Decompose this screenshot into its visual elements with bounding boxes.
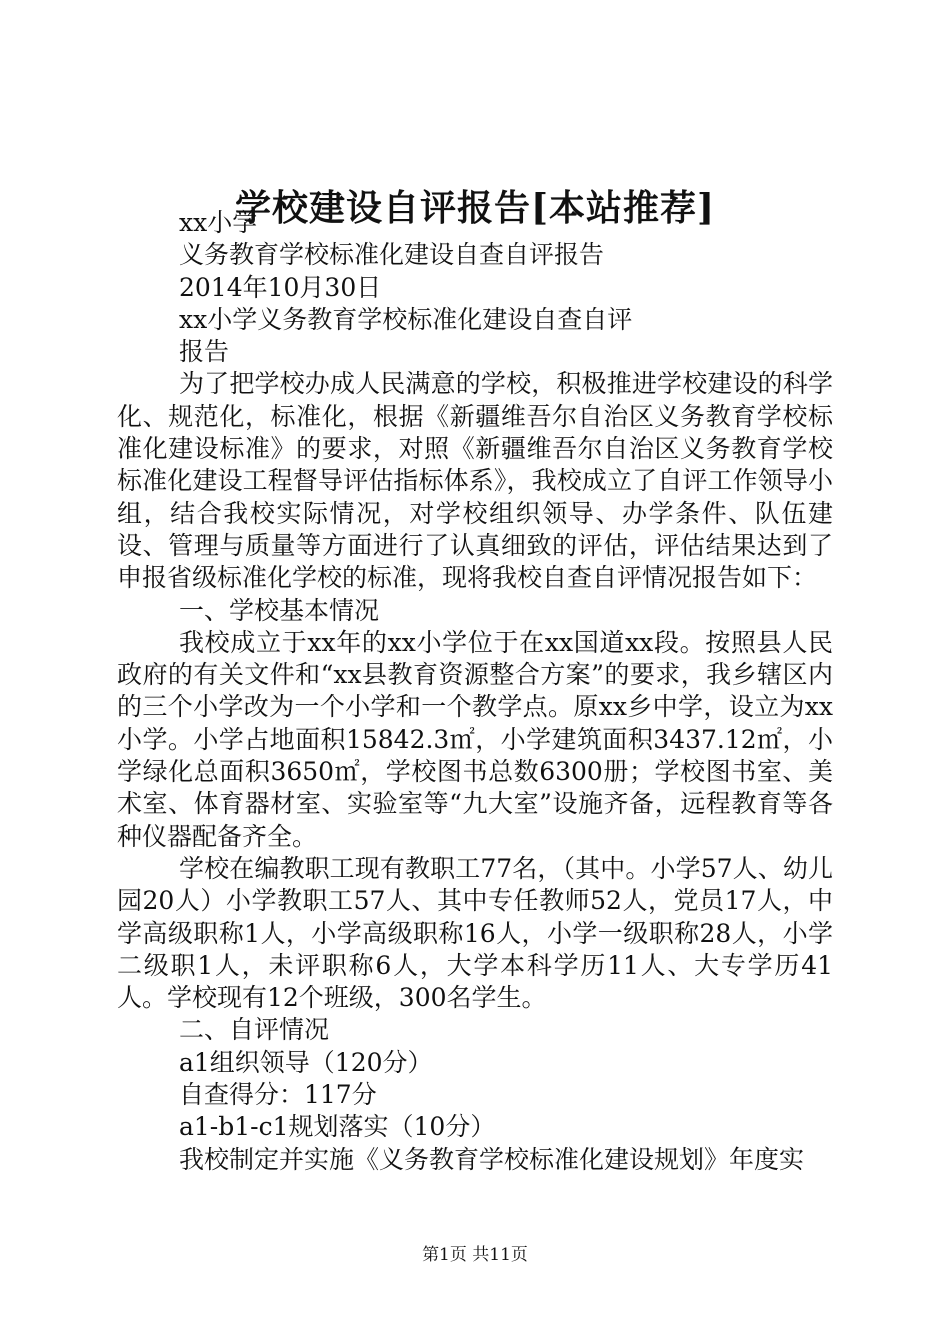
school-name-line: xx小学	[179, 208, 258, 237]
page-footer: 第1页 共11页	[422, 1245, 528, 1265]
item-a1-b1-c1-line: a1-b1-c1规划落实（10分）	[179, 1112, 496, 1142]
section-heading-basic-info: 一、学校基本情况	[179, 595, 380, 625]
document-body	[117, 207, 833, 1176]
report-heading-continuation: 报告	[179, 337, 230, 367]
document-title: 学校建设自评报告[本站推荐]	[234, 187, 716, 229]
planning-paragraph: 我校制定并实施《义务教育学校标准化建设规划》年度实	[179, 1144, 805, 1174]
date-line: 2014年10月30日	[179, 272, 382, 302]
intro-paragraph: 为了把学校办成人民满意的学校，积极推进学校建设的科学化、规范化，标准化，根据《新疆维吾尔自治区义务教育学校标准化建设标准》的要求，对照《新疆维吾尔自治区义务教育学校标准化建设工程督导评估指标体系》，我校成立了自评工作领导小组，结合我校实际情况，对学校组织领导、办学条件、队伍建设、管理与质量等方面进行了认真细致的评估，评估结果达到了申报省级标准化学校的标准，现将我校自查自评情况报告如下：	[117, 369, 833, 593]
report-heading-line: xx小学义务教育学校标准化建设自查自评	[179, 304, 633, 334]
score-line: 自查得分：117分	[179, 1080, 377, 1110]
school-overview-paragraph: 我校成立于xx年的xx小学位于在xx国道xx段。按照县人民政府的有关文件和“xx县教育资源整合方案”的要求，我乡辖区内的三个小学改为一个小学和一个教学点。原xx乡中学，设立为xx小学。小学占地面积15842.3㎡，小学建筑面积3437.12㎡，小学绿化总面积3650㎡，学校图书总数6300册；学校图书室、美术室、体育器材室、实验室等“九大室”设施齐备，远程教育等各种仪器配备齐全。	[117, 627, 833, 851]
report-subtitle-line: 义务教育学校标准化建设自查自评报告	[179, 240, 605, 270]
staff-paragraph: 学校在编教职工现有教职工77名，（其中。小学57人、幼儿园20人）小学教职工57人、其中专任教师52人，党员17人，中学高级职称1人，小学高级职称16人，小学一级职称28人，小学二级职1人，未评职称6人，大学本科学历11人、大专学历41人。学校现有12个班级，300名学生。	[117, 853, 833, 1013]
section-heading-self-eval: 二、自评情况	[179, 1015, 330, 1045]
item-a1-line: a1组织领导（120分）	[179, 1047, 433, 1077]
